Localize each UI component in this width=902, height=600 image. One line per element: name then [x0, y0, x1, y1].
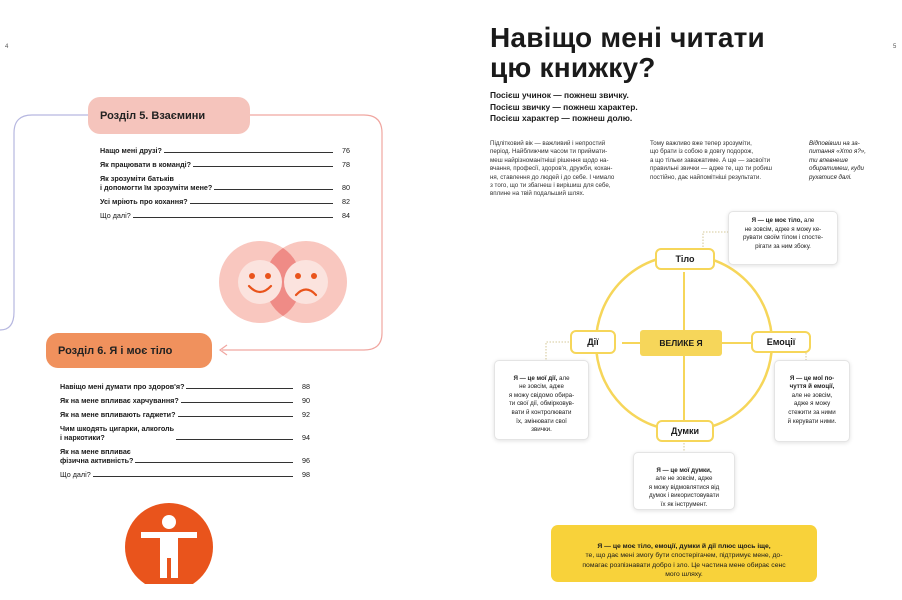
- section-6-header: Розділ 6. Я і моє тіло: [46, 333, 212, 368]
- toc-entry-title: Нащо мені друзі?: [100, 146, 162, 155]
- toc-entry-title: Навіщо мені думати про здоров'я?: [60, 382, 185, 391]
- toc-entry-title: Що далі?: [60, 470, 91, 479]
- toc-entry-title: Як працювати в команді?: [100, 160, 192, 169]
- note-emotions-bold: Я — це мої по- чуття й емоції,: [789, 374, 835, 391]
- intro-paragraph-2: Тому важливо вже тепер зрозуміти, що брати із собою в довгу подорож, а що тільки заважатиме. А ще — засвоїти правильні звички — адже те, що ти робиш постійно, дає найпомітніші результати.: [650, 140, 772, 181]
- toc-entry-page: 98: [302, 470, 310, 479]
- note-actions-bold: Я — це мої дії,: [513, 374, 558, 382]
- section-5-header: Розділ 5. Взаємини: [88, 97, 250, 134]
- node-emotions: Емоції: [751, 331, 811, 353]
- note-thoughts-text: але не зовсім, адже я можу відмовлятися від думок і використовувати їх як інструмент.: [648, 475, 720, 508]
- toc-entry-page: 80: [342, 183, 350, 192]
- toc-entry-title: Як на мене впливають гаджети?: [60, 410, 176, 419]
- page-title: Навіщо мені читати цю книжку?: [490, 22, 765, 83]
- toc-entry-title: Як зрозуміти батьків і допомогти їм зрозуміти мене?: [100, 174, 213, 192]
- toc-entry-page: 94: [302, 433, 310, 442]
- node-body: Тіло: [655, 248, 715, 270]
- toc-entry-page: 84: [342, 211, 350, 220]
- toc-entry-page: 82: [342, 197, 350, 206]
- page-number-right: 5: [893, 44, 897, 50]
- motto-line-1: Посієш учинок — пожнеш звичку.: [490, 90, 629, 100]
- intro-aside: Відповівши на за- питання «Хто я?», ти впевнеше обиратимеш, куди рухатися далі.: [809, 140, 866, 181]
- note-emotions: [774, 360, 850, 442]
- motto-line-3: Посієш характер — пожнеш долю.: [490, 113, 633, 123]
- note-body: [728, 211, 838, 265]
- node-thoughts: Думки: [656, 420, 714, 442]
- toc-entry-page: 76: [342, 146, 350, 155]
- toc-entry-page: 78: [342, 160, 350, 169]
- summary-bold: Я — це моє тіло, емоції, думки й дії плюс щось іще,: [597, 543, 771, 551]
- toc-entry-page: 88: [302, 382, 310, 391]
- toc-entry-title: Як на мене впливає харчування?: [60, 396, 179, 405]
- note-thoughts: [633, 452, 735, 510]
- note-body-text: але не зовсім, адже я можу ке- рувати своїм тілом і спосте- рігати за ним збоку.: [742, 217, 824, 250]
- toc-entry-page: 92: [302, 410, 310, 419]
- summary-text: те, що дає мені змогу бути спостерігачем, підтримує мене, до- помагає розпізнавати добро і зло. Це частина мене обирає сенс мого шляху.: [582, 552, 786, 578]
- note-actions-text: але не зовсім, адже я можу свідомо обира- ти свої дії, обмірковув- вати й контролювати їх, змінювати свої звички.: [508, 374, 575, 434]
- center-big-self: ВЕЛИКЕ Я: [640, 330, 722, 356]
- motto-line-2: Посієш звичку — пожнеш характер.: [490, 101, 638, 112]
- note-actions: [494, 360, 589, 440]
- toc-entry-page: 96: [302, 456, 310, 465]
- intro-paragraph-1: Підлітковий вік — важливий і непростий період. Найближчим часом ти приймати- меш найрізноманітніші рішення щодо на- вчання, професії, здоров'я, дружби, кохан- ня, ставлення до людей і до себе. І чимало з того, що ти збагнеш і вирішиш для себе, вплине на твій подальший шлях.: [490, 140, 615, 198]
- node-actions: Дії: [570, 330, 616, 354]
- toc-entry-page: 90: [302, 396, 310, 405]
- toc-entry-title: Що далі?: [100, 211, 131, 220]
- toc-entry-title: Усі мріють про кохання?: [100, 197, 188, 206]
- page-number-left: 4: [5, 44, 9, 50]
- note-thoughts-bold: Я — це мої думки,: [656, 466, 712, 474]
- summary-note: [551, 525, 817, 582]
- note-body-bold: Я — це моє тіло,: [751, 217, 803, 224]
- note-emotions-text: але не зовсім, адже я можу стежити за ними й керувати ними.: [787, 391, 837, 425]
- toc-entry-title: Чим шкодять цигарки, алкоголь і наркотики?: [60, 424, 175, 442]
- toc-entry-title: Як на мене впливає фізична активність?: [60, 447, 134, 465]
